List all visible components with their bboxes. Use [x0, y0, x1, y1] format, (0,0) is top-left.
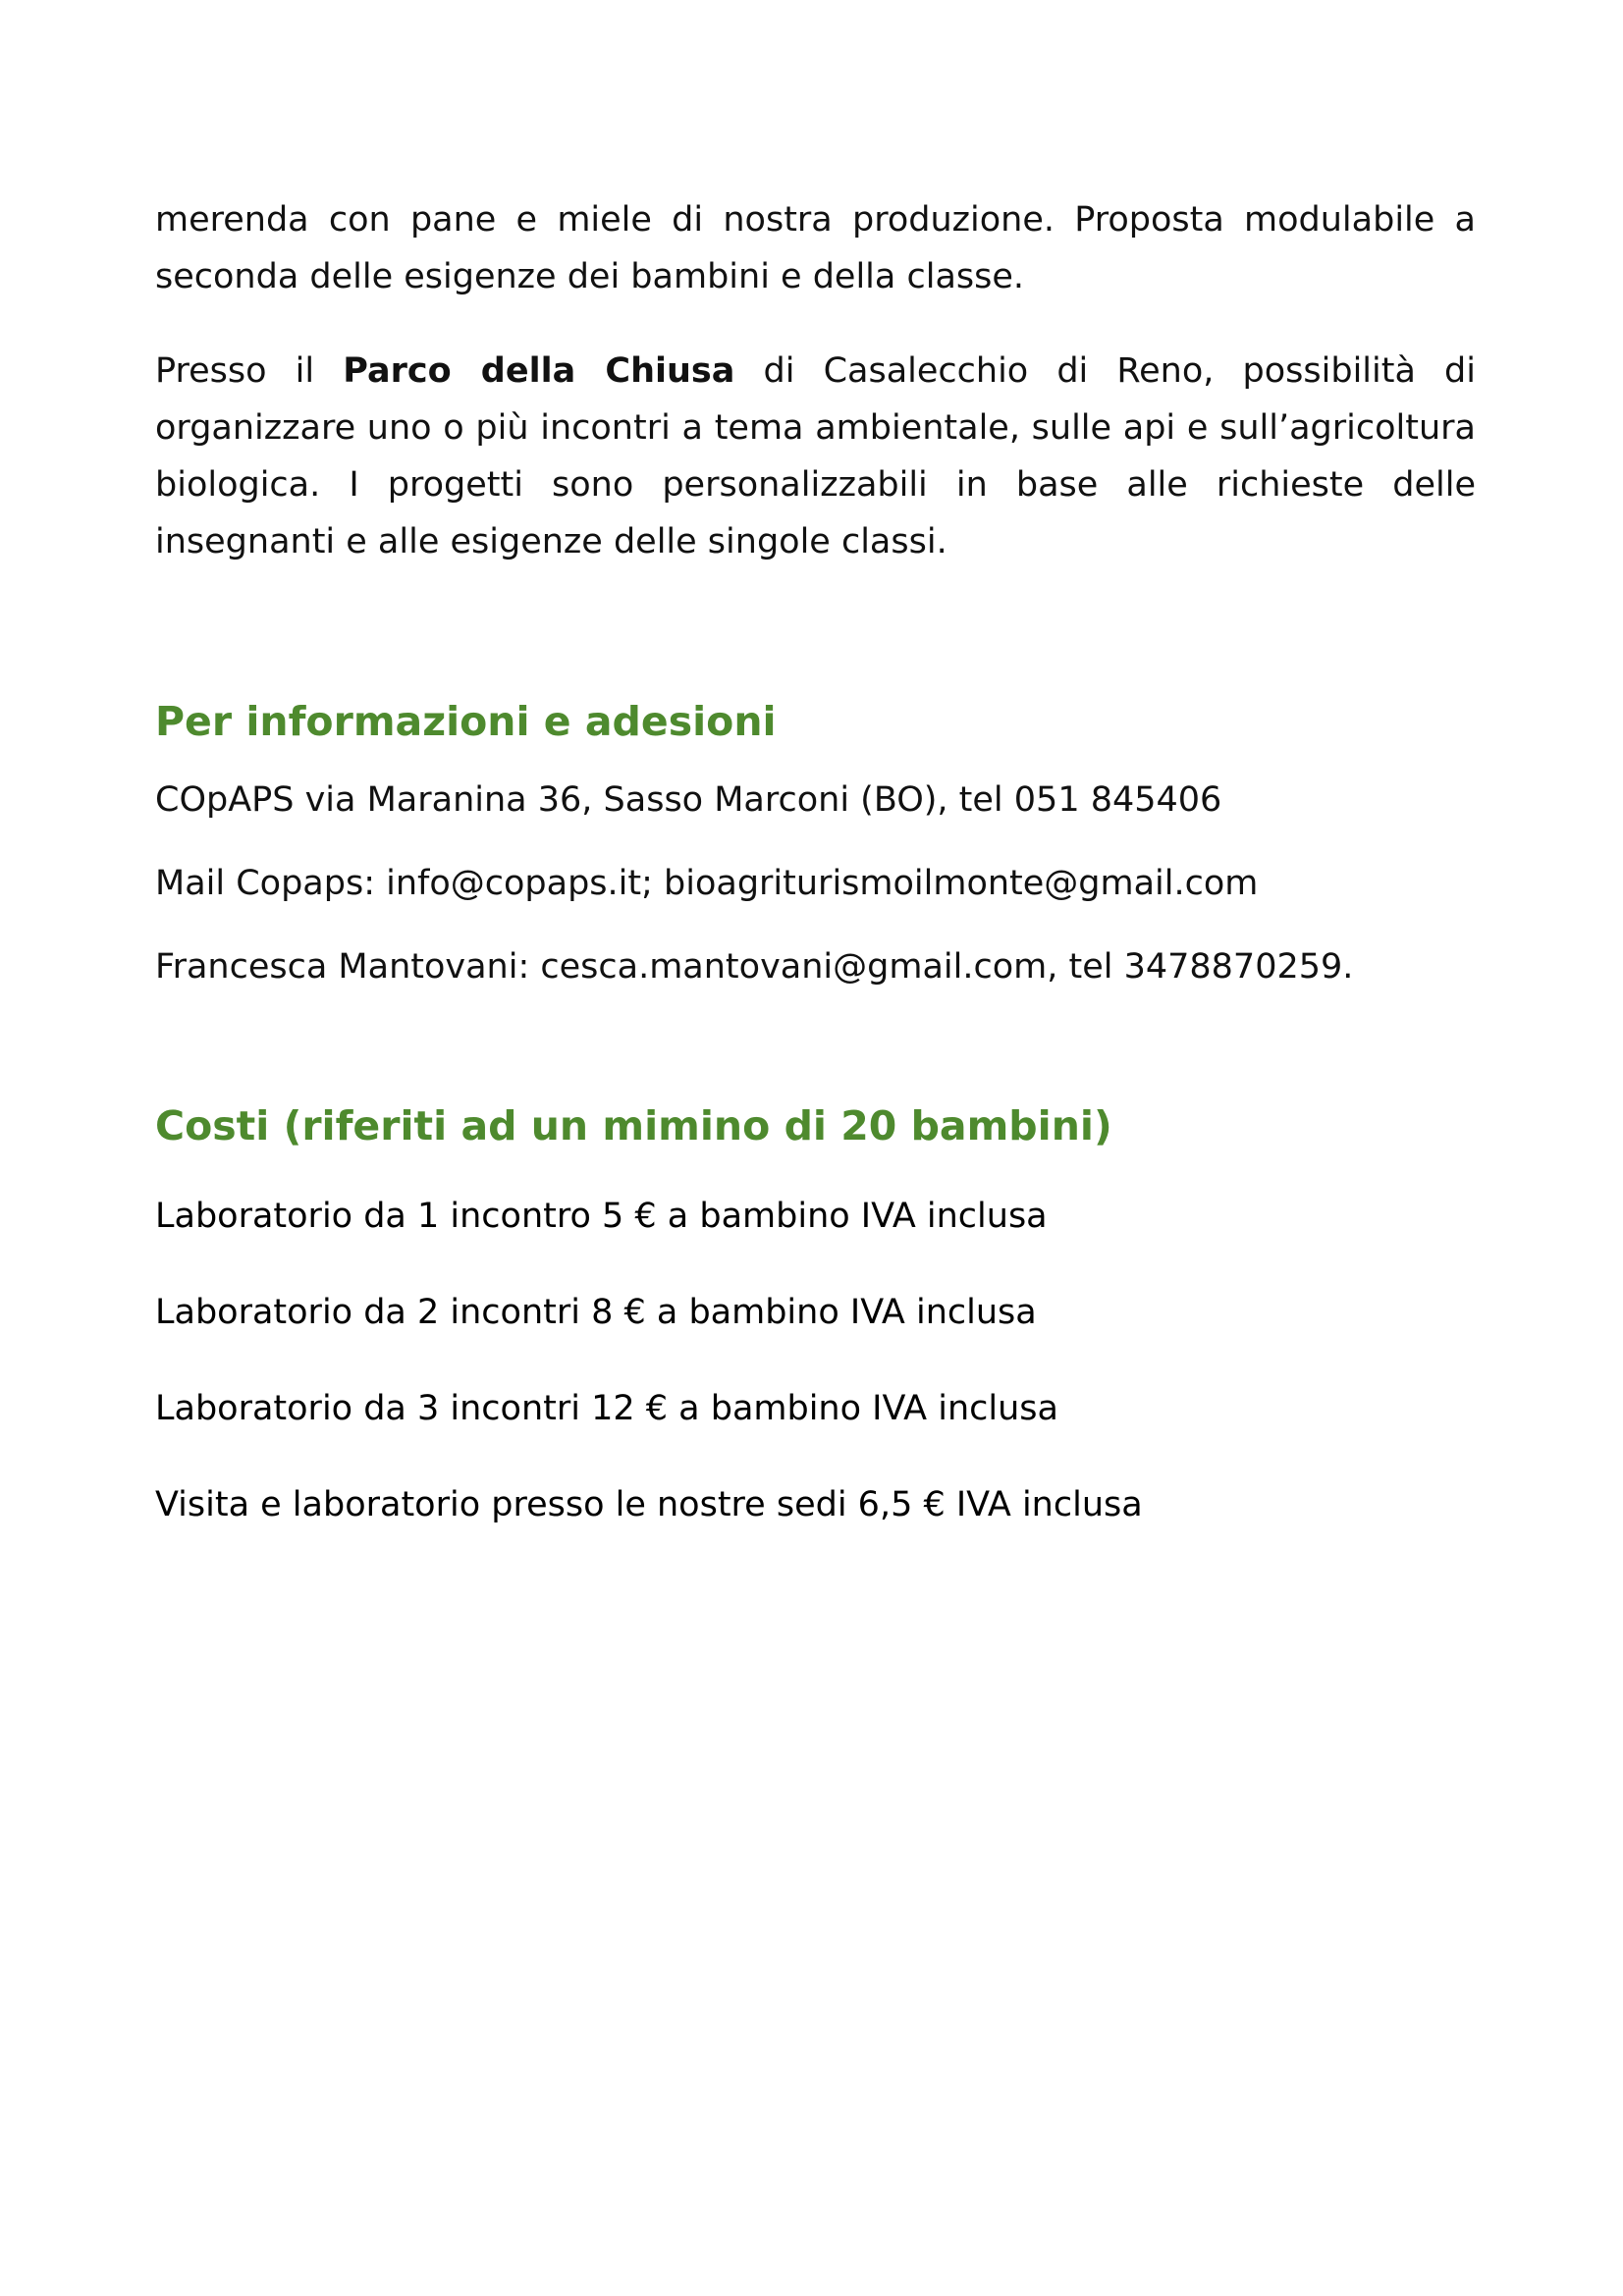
- info-contact-line: Francesca Mantovani: cesca.mantovani@gmail.com, tel 3478870259.: [155, 947, 1354, 987]
- cost-line-1-incontro: Laboratorio da 1 incontro 5 € a bambino IVA inclusa: [155, 1197, 1048, 1236]
- cost-line-3-incontri: Laboratorio da 3 incontri 12 € a bambino IVA inclusa: [155, 1389, 1058, 1428]
- intro-paragraph-merenda: merenda con pane e miele di nostra produzione. Proposta modulabile a seconda delle esigenze dei bambini e della classe.: [155, 200, 1476, 296]
- costs-section-heading: Costi (riferiti ad un mimino di 20 bambini): [155, 1102, 1112, 1149]
- intro-paragraph-parco-rest: di Casalecchio di Reno, possibilità di organizzare uno o più incontri a tema ambientale, sulle api e sull’agricoltura biologica. I progetti sono personalizzabili in base alle richieste delle insegnanti e alle esigenze delle singole classi.: [155, 351, 1476, 561]
- intro-paragraph-parco-start: Presso il: [155, 351, 344, 391]
- document-page: [155, 191, 1476, 1528]
- info-section-heading: Per informazioni e adesioni: [155, 698, 777, 745]
- info-email-line: Mail Copaps: info@copaps.it; bioagriturismoilmonte@gmail.com: [155, 864, 1259, 903]
- intro-paragraph-parco: [155, 343, 1476, 570]
- info-address-line: COpAPS via Maranina 36, Sasso Marconi (BO), tel 051 845406: [155, 780, 1222, 820]
- cost-line-2-incontri: Laboratorio da 2 incontri 8 € a bambino IVA inclusa: [155, 1293, 1037, 1332]
- cost-line-visita: Visita e laboratorio presso le nostre sedi 6,5 € IVA inclusa: [155, 1485, 1143, 1524]
- parco-della-chiusa-bold: Parco della Chiusa: [343, 351, 735, 391]
